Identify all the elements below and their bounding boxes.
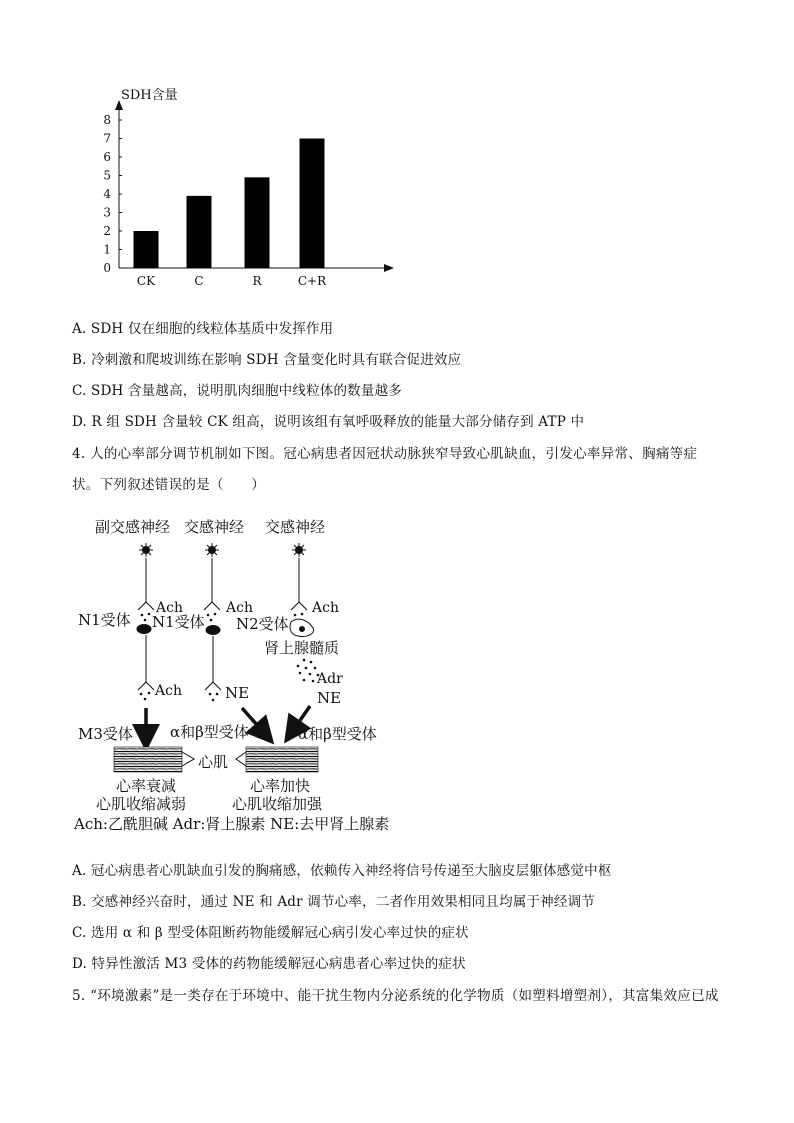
y-tick-label: 6 (103, 150, 111, 164)
m3-receptor-label: M3受体 (78, 725, 133, 743)
neuron-body-icon (292, 543, 306, 557)
adr-label: Adr (317, 671, 343, 687)
q3-option-b: B. 冷刺激和爬坡训练在影响 SDH 含量变化时具有联合促进效应 (72, 352, 462, 368)
sympathetic-title-2: 交感神经 (265, 518, 326, 536)
x-category-label: CK (136, 274, 156, 288)
ach-label-3: Ach (312, 600, 339, 616)
n1-receptor-label-mid: N1受体 (152, 613, 205, 631)
n1-receptor-label-left: N1受体 (78, 611, 131, 629)
y-tick-label: 2 (103, 224, 111, 238)
ab-receptor-label-2: α和β型受体 (298, 725, 377, 743)
y-tick-label: 8 (103, 113, 111, 127)
y-tick-label: 7 (103, 131, 111, 146)
y-tick-label: 3 (103, 205, 111, 220)
q3-option-d: D. R 组 SDH 含量较 CK 组高，说明该组有氧呼吸释放的能量大部分储存到 ATP 中 (72, 414, 585, 430)
y-tick-label: 4 (103, 187, 111, 201)
heart-rate-diagram (70, 510, 440, 840)
heart-muscle-right (246, 747, 318, 772)
ach-label-1: Ach (156, 600, 183, 616)
q4-option-c: C. 选用 α 和 β 型受体阻断药物能缓解冠心病引发心率过快的症状 (72, 925, 469, 941)
diagram-legend: Ach:乙酰胆碱 Adr:肾上腺素 NE:去甲肾上腺素 (74, 815, 390, 833)
q4-stem-line1: 4. 人的心率部分调节机制如下图。冠心病患者因冠状动脉狭窄导致心肌缺血，引发心率异常、胸痛等症 (72, 446, 698, 462)
n1-receptor-left (137, 624, 152, 634)
rate-up-label: 心率加快 (250, 777, 311, 795)
contract-strong-label: 心肌收缩加强 (232, 795, 323, 813)
q4-stem-line2: 状。下列叙述错误的是（ ） (72, 477, 266, 493)
q4-option-a: A. 冠心病患者心肌缺血引发的胸痛感，依赖传入神经将信号传递至大脑皮层躯体感觉中枢 (72, 863, 612, 879)
sdh-bar-chart (90, 82, 410, 297)
bar-cplusr (300, 139, 325, 269)
x-axis-arrow (384, 264, 394, 272)
heart-muscle-label: 心肌 (198, 753, 229, 771)
contract-weak-label: 心肌收缩减弱 (96, 795, 187, 813)
neuron-body-icon (205, 543, 219, 557)
ach-label-2: Ach (226, 600, 253, 616)
bar-ck (134, 231, 159, 268)
x-category-label: C+R (297, 274, 327, 288)
ne-label-1: NE (225, 684, 250, 702)
bar-c (187, 196, 212, 268)
q4-option-d: D. 特异性激活 M3 受体的药物能缓解冠心病患者心率过快的症状 (72, 956, 466, 972)
y-tick-label: 0 (103, 261, 111, 275)
adrenal-medulla-label: 肾上腺髓质 (264, 639, 340, 657)
y-tick-label: 1 (103, 242, 111, 257)
sympathetic-title-1: 交感神经 (184, 518, 245, 536)
bar-r (245, 177, 270, 268)
x-category-label: C (194, 274, 204, 288)
neuron-body-icon (139, 543, 153, 557)
ach-label-4: Ach (155, 683, 182, 699)
ab-receptor-label-1: α和β型受体 (170, 723, 249, 741)
q4-option-b: B. 交感神经兴奋时，通过 NE 和 Adr 调节心率，二者作用效果相同且均属于神经调节 (72, 894, 595, 910)
q5-stem-line1: 5. “环境激素”是一类存在于环境中、能干扰生物内分泌系统的化学物质（如塑料增塑剂），其富集效应已成 (72, 988, 719, 1004)
ne-label-2: NE (317, 689, 342, 707)
q3-option-c: C. SDH 含量越高，说明肌肉细胞中线粒体的数量越多 (72, 383, 402, 399)
x-category-label: R (252, 274, 262, 288)
y-tick-label: 5 (103, 168, 111, 183)
n1-receptor-mid (206, 625, 221, 635)
y-axis-label: SDH含量 (121, 88, 178, 103)
rate-down-label: 心率衰减 (116, 777, 177, 795)
heart-muscle-left (114, 747, 182, 772)
n2-receptor-label: N2受体 (236, 615, 289, 633)
q3-option-a: A. SDH 仅在细胞的线粒体基质中发挥作用 (72, 321, 334, 337)
parasympathetic-title: 副交感神经 (95, 518, 171, 536)
